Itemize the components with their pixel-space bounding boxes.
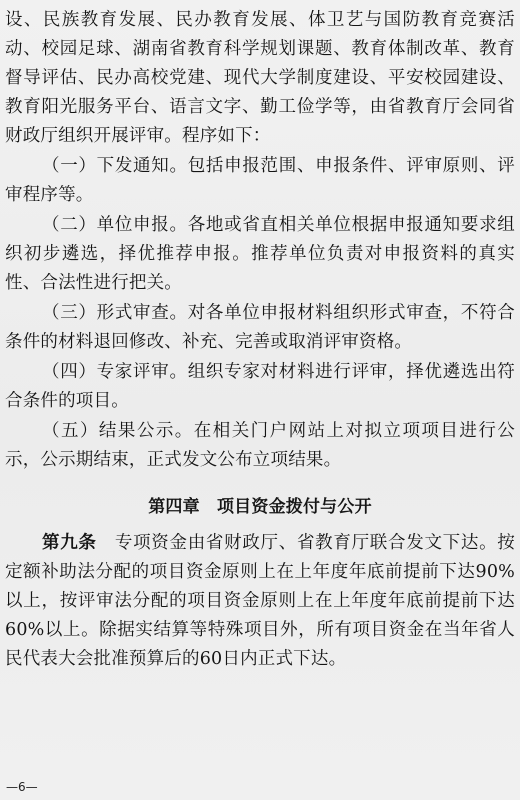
paragraph-step-5-publicity: （五）结果公示。在相关门户网站上对拟立项项目进行公示，公示期结束，正式发文公布立项结果。 xyxy=(5,421,515,470)
article-label: 第九条 xyxy=(42,533,97,553)
article-nine xyxy=(5,529,515,674)
paragraph-review-scope: 设、民族教育发展、民办教育发展、体卫艺与国防教育竞赛活动、校园足球、湖南省教育科学规划课题、教育体制改革、教育督导评估、民办高校党建、现代大学制度建设、平安校园建设、教育阳光服务平台、语言文字、勤工俭学等，由省教育厅会同省财政厅组织开展评审。程序如下： xyxy=(5,10,515,146)
document-body xyxy=(5,6,515,675)
paragraph-step-1-notice: （一）下发通知。包括申报范围、申报条件、评审原则、评审程序等。 xyxy=(5,156,515,205)
chapter-title: 第四章 项目资金拨付与公开 xyxy=(148,497,372,517)
page-number: —6— xyxy=(6,780,38,794)
paragraph-step-2-application: （二）单位申报。各地或省直相关单位根据申报通知要求组织初步遴选，择优推荐申报。推荐单位负责对申报资料的真实性、合法性进行把关。 xyxy=(5,215,515,293)
paragraph-step-4-expert-review: （四）专家评审。组织专家对材料进行评审，择优遴选出符合条件的项目。 xyxy=(5,362,515,411)
article-text: 专项资金由省财政厅、省教育厅联合发文下达。按定额补助法分配的项目资金原则上在上年度年底前提前下达90%以上，按评审法分配的项目资金原则上在上年度年底前提前下达 60%以上。除据实结算等特殊项目外，所有项目资金在当年省人民代表大会批准预算后的60日内正式下达。 xyxy=(5,533,515,669)
paragraph-step-3-formal-review: （三）形式审查。对各单位申报材料组织形式审查，不符合条件的材料退回修改、补充、完善或取消评审资格。 xyxy=(5,303,515,352)
